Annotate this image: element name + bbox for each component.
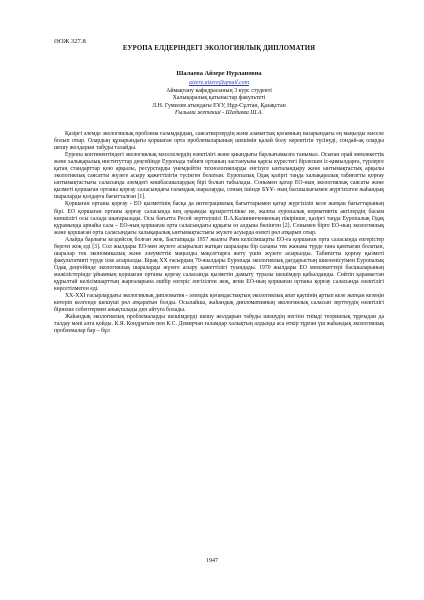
body-paragraph: Алайда барлығы кездейсоқ болған жоқ. Бастапқыда 1957 жылғы Рим келісімшарты ЕО-ға қоршаған орта саласында өзгерістер берген жоқ еді [3]. Сол жылдары ЕО-мен жүзеге асырылып жатқан шаралары бір саланы тек жанама түрде ғана қамтыған болатын, шаралар тек экономикалық және әлеуметтік маңызды мақсаттарға жету үшін жүзеге асырылды. Табиғатты қорғау қызметі факультативті түрде іске асырылды. Бірақ XX ғасырдың 70-жылдары Еуропада экологиялық дағдарыстың шиеленісуімен Еуропалық Одақ деңгейінде экологиялық шараларды жүзеге асыру қажеттілігі туындады. 1970 жылдары ЕО мемлекеттері басшыларының мәжілістерінде ұйымның қоршаған ортаны қорғау саласында қызметін дамыту туралы шешімдер қабылданды. Сөйтіп қарамастан құрылтай келісімшарттың жарғаларына ешбір өзгеріс енгізілген жоқ, яғни ЕО-ның қоршаған ортаны қорғау саласында өзектілігі көрсетілмеген еді. [54,236,384,293]
affiliation-line: Халықаралық қатынастар факультеті [172,95,266,102]
udc-code: ӘОЖ 327.8 [54,38,86,45]
author-name: Шалаева Айзере Нурлановна [176,70,262,77]
body-paragraph: Қоршаған ортаны қорғау - ЕО қызметінің басқа да интеграциялық бағыттарымен қатар жүргізіліп келе жатқан бағыттарының бірі. ЕО қоршаған ортаны қорғау саласында кең ауқымды құзыреттілікке ие, жалпы еуропалық нормативтік актілердің басым көпшілігі осы салада шығарылады. Осы бағытта Ресей зерттеушісі П.А.Калининченконың пікірінше, қазіргі таңда Еуропалық Одақ құрамында арнайы сала – ЕО-ның қоршаған орта саласындағы құқығы өз алдына бөлінген [2]. Сонымен бірге ЕО-ның экологиялық және қоршаған орта саласындағы халықаралық ынтымақтастығы жүзеге асуырда өзекті рөл атқарып отыр. [54,201,384,236]
body-paragraph: Қазіргі әлемде экологиялық проблема ғаламдардың, саясаткерлердің және азаматтық қоғамның назарындағы ең маңызды мәселе болып отыр. Олардың құзырындағы қоршаған орта проблемаларының шешімін қалай болу керектігін түсінуді, сондай-ақ оларды шешу жолдарын табуды талайды. [54,131,384,152]
paper-title: ЕУРОПА ЕЛДЕРІНДЕГІ ЭКОЛОГИЯЛЫҚ ДИПЛОМАТИЯ [122,45,316,52]
affiliation-block [54,80,384,118]
body-paragraph: Жаһандық экологиялық проблемаларды шешімдерді шешу жолдарын табуды шешудің негізін тиімді теориялық тұрғыдан да талдау мәні алға қойды. К.Я. Кондратьев пен К.С. Демирчан ғаламдар халықтың алдында аса өткір тұрған үш жаһандық экологиялық проблемалар бар – бұл [54,314,384,335]
affiliation-line: Л.Н. Гумилев атындағы ЕҰУ, Нұр-Сұлтан, Қазақстан [152,102,286,109]
supervisor-line: Ғылыми жетекші - Шадиева Ш.А. [175,110,263,117]
affiliation-line: Аймақтану кафедрасының 3 курс студенті [166,87,272,94]
author-email-link[interactable]: aizere.aizere@gmail.com [189,80,249,86]
body-paragraph: XX-XXI ғасырлардағы экологиялық дипломатия - әлемдік қоғамдастықтың экологиялық апат қаупінің артып келе жатқан кезеңін көтеріп келгенде шешуші рөл атқаратын болды. Осылайша, жаһандық дипломатияның экологиялық саласын зерттеудің өзектілігі бірнеше себептермен анықталады деп айтуға болады. [54,293,384,314]
page-number: 1947 [206,558,218,564]
body-paragraph: Еуропа континентіндегі экологиялық мәселелердің өзектілігі және қиындығы барлығымызға танымал. Осыған орай мемлекеттік және халықаралық институттар деңгейінде Еуропада табиғи ортаның ластануына қарсы күрестегі бірлескен іс-қимылдарға, түрлерге қатаң стандарттар қою арқылы, ресурстарды үнемдейтін технологияларды енгізуге ынталандыру және ынтымақтастық арқылы экологиялық саясатты жүзеге асыру қажеттілігін түсінген болатын. Еуропалық Одақ қазіргі таңда халықаралық табиғатты қорғау ынтымақтастығы саласында әлемдегі көшбасшылардың бірі болып табылады. Сонымен қатар ЕО-ның экологиялық саясаты және қызметі қоршаған ортаны қорғау саласындағы ғаламдық шараларды, соның ішінде БҰҰ- ның басшылығымен жүргізілген жаһандық шараларды қолдауға бағытталған [1]. [54,152,384,201]
article-body [54,131,384,335]
